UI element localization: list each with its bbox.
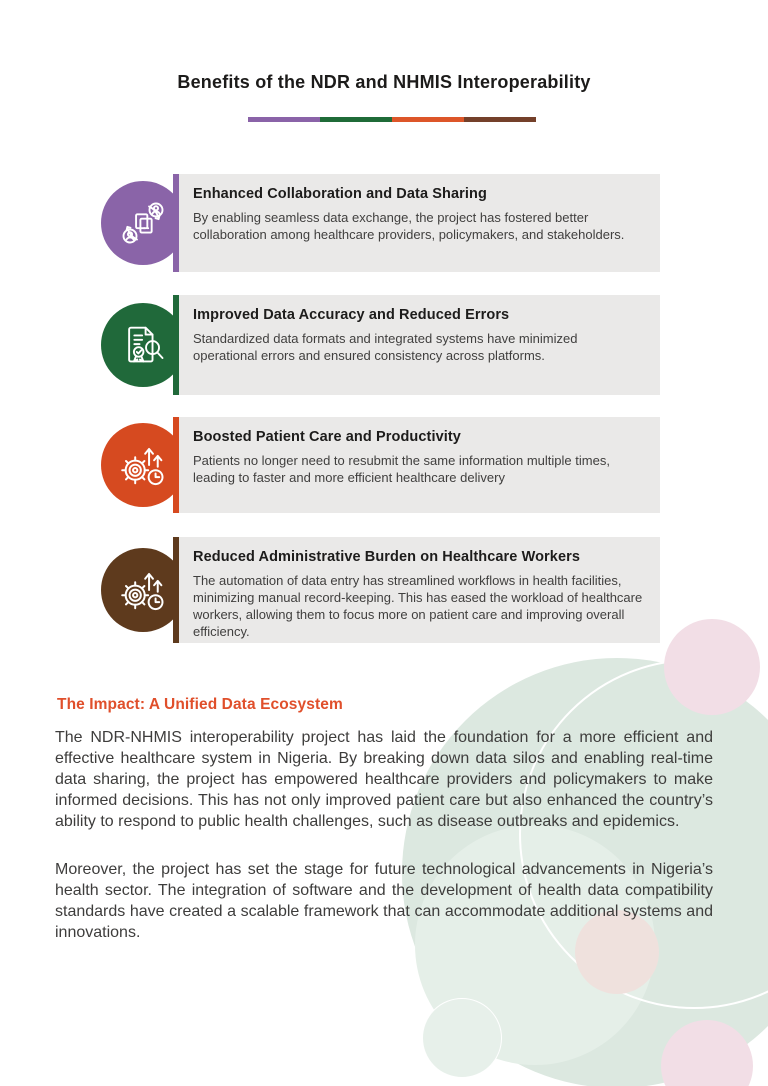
- benefit-description: Patients no longer need to resubmit the same information multiple times, leading to faster and more efficient healthcare delivery: [193, 453, 610, 485]
- benefit-description: Standardized data formats and integrated systems have minimized operational errors and ensured consistency across platforms.: [193, 331, 578, 363]
- title-divider: [248, 117, 536, 122]
- page-title: Benefits of the NDR and NHMIS Interoperability: [177, 72, 591, 92]
- impact-heading: The Impact: A Unified Data Ecosystem: [57, 696, 343, 713]
- impact-paragraph: Moreover, the project has set the stage for future technological advancements in Nigeria’s health sector. The integration of software and the development of health data compatibility standards have created a scalable framework that can accommodate additional systems and innovations.: [55, 861, 713, 941]
- benefit-icon-circle: [101, 181, 179, 265]
- productivity-gear-icon: [117, 439, 169, 491]
- benefit-card-collaboration: [0, 174, 768, 272]
- divider-segment-green: [320, 117, 392, 122]
- document-verification-icon: [117, 319, 169, 371]
- benefit-description: By enabling seamless data exchange, the project has fostered better collaboration among healthcare providers, policymakers, and stakeholders.: [193, 210, 625, 242]
- benefit-card-accuracy: [0, 295, 768, 395]
- admin-gear-icon: [117, 564, 169, 616]
- benefit-card-admin-burden: [0, 537, 768, 643]
- benefit-card-productivity: [0, 417, 768, 513]
- benefit-title: Enhanced Collaboration and Data Sharing: [193, 186, 487, 202]
- divider-segment-orange: [392, 117, 464, 122]
- benefit-icon-circle: [101, 303, 179, 387]
- benefit-card-body: [179, 174, 660, 272]
- benefit-icon-circle: [101, 548, 179, 632]
- benefit-card-body: [179, 295, 660, 395]
- impact-paragraph: The NDR-NHMIS interoperability project has laid the foundation for a more efficient and effective healthcare system in Nigeria. By breaking down data silos and enabling real-time data sharing, the project has empowered healthcare providers and policymakers to make informed decisions. This has not only improved patient care but also enhanced the country’s ability to respond to public health challenges, such as disease outbreaks and epidemics.: [55, 729, 713, 830]
- benefit-title: Improved Data Accuracy and Reduced Errors: [193, 307, 510, 323]
- benefit-card-body: [179, 537, 660, 643]
- mint-circle-bottom: [422, 998, 502, 1078]
- divider-segment-brown: [464, 117, 536, 122]
- benefit-title: Reduced Administrative Burden on Healthcare Workers: [193, 549, 581, 565]
- benefit-title: Boosted Patient Care and Productivity: [193, 429, 461, 445]
- data-exchange-icon: [117, 197, 169, 249]
- benefit-icon-circle: [101, 423, 179, 507]
- benefit-description: The automation of data entry has streamlined workflows in health facilities, minimizing manual record-keeping. This has eased the workload of healthcare workers, allowing them to focus more on patient care and improving overall efficiency.: [193, 573, 643, 639]
- benefit-card-body: [179, 417, 660, 513]
- divider-segment-purple: [248, 117, 320, 122]
